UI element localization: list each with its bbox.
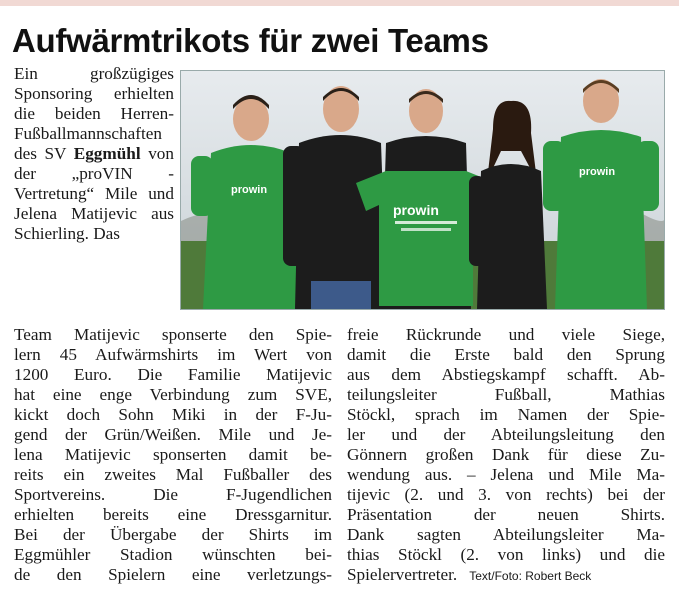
left-line: 1200 Euro. Die Familie Matijevic bbox=[14, 365, 332, 384]
right-line-text: Spielervertreter. bbox=[347, 565, 458, 584]
left-line: Team Matijevic sponserte den Spie- bbox=[14, 325, 332, 344]
right-line: thias Stöckl (2. von links) und die bbox=[347, 545, 665, 564]
article-lead-paragraph bbox=[14, 64, 174, 244]
held-jersey-logo: prowin bbox=[393, 202, 439, 218]
right-line-last bbox=[347, 565, 665, 585]
person-1-jersey-logo: prowin bbox=[231, 184, 268, 196]
right-line: Dank sagten Abteilungsleiter Ma- bbox=[347, 525, 665, 544]
article-headline: Aufwärmtrikots für zwei Teams bbox=[12, 22, 489, 59]
article-column-left bbox=[14, 325, 332, 585]
lead-text-part2: von der „proVIN -Vertretung“ Mile und Jelena Matijevic aus Schierling. Das bbox=[14, 144, 174, 243]
person-5-jersey-logo: prowin bbox=[579, 166, 616, 178]
left-line: hat eine enge Verbindung zum SVE, bbox=[14, 385, 332, 404]
right-line: Gönnern großen Dank für diese Zu- bbox=[347, 445, 665, 464]
left-line: lena Matijevic sponserten damit be- bbox=[14, 445, 332, 464]
left-line: Sportvereins. Die F-Jugendlichen bbox=[14, 485, 332, 504]
right-line: ler und der Abteilungsleitung den bbox=[347, 425, 665, 444]
left-line: erhielten bereits eine Dressgarnitur. bbox=[14, 505, 332, 524]
team-photo bbox=[180, 70, 665, 310]
left-line: de den Spielern eine verletzungs- bbox=[14, 565, 332, 584]
left-line: reits ein zweites Mal Fußballer des bbox=[14, 465, 332, 484]
left-line: Eggmühler Stadion wünschten bei- bbox=[14, 545, 332, 564]
top-color-band bbox=[0, 0, 679, 6]
right-line: tijevic (2. und 3. von rechts) bei der bbox=[347, 485, 665, 504]
right-line: wendung aus. – Jelena und Mile Ma- bbox=[347, 465, 665, 484]
right-line: aus dem Abstiegskampf schafft. Ab- bbox=[347, 365, 665, 384]
right-line: teilungsleiter Fußball, Mathias bbox=[347, 385, 665, 404]
right-line: Stöckl, sprach im Namen der Spie- bbox=[347, 405, 665, 424]
lead-text bbox=[14, 64, 174, 244]
right-line: freie Rückrunde und viele Siege, bbox=[347, 325, 665, 344]
left-line: Bei der Übergabe der Shirts im bbox=[14, 525, 332, 544]
left-line: lern 45 Aufwärmshirts im Wert von bbox=[14, 345, 332, 364]
right-line: damit die Erste bald den Sprung bbox=[347, 345, 665, 364]
team-photo-illustration bbox=[181, 71, 664, 309]
left-line: gend der Grün/Weißen. Mile und Je- bbox=[14, 425, 332, 444]
club-name: Eggmühl bbox=[73, 144, 141, 163]
lead-text-part1: Ein großzügiges Sponsoring erhielten die beiden Herren-Fußballmannschaften des SV bbox=[14, 64, 174, 163]
right-line: Präsentation der neuen Shirts. bbox=[347, 505, 665, 524]
photo-credit: Text/Foto: Robert Beck bbox=[469, 569, 592, 583]
article-column-right bbox=[347, 325, 665, 585]
left-line: kickt doch Sohn Miki in der F-Ju- bbox=[14, 405, 332, 424]
